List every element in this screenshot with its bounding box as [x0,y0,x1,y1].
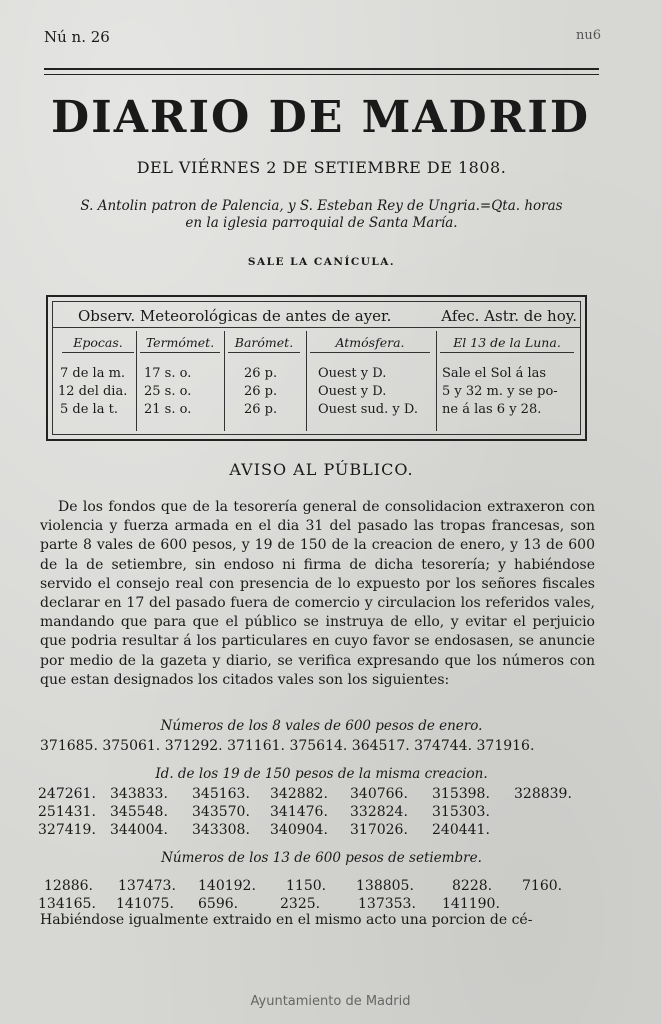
vale-number: 6596. [198,896,239,912]
vale-number: 7160. [522,878,563,894]
vale-number: 247261. [38,786,96,802]
closing-line: Habiéndose igualmente extraido en el mismo acto una porcion de cé- [40,912,533,928]
vale-number: 374744. [414,738,473,754]
vale-number: 342882. [270,786,328,802]
vale-number: 315303. [432,804,490,820]
vale-number: 134165. [38,896,96,912]
weather-observations-box [46,295,587,441]
section3-heading: Números de los 13 de 600 pesos de setiembre. [161,850,482,866]
weather-col-divider [224,331,225,431]
vale-number: 340766. [350,786,408,802]
row3-epoca: 5 de la t. [60,402,118,417]
aviso-body [40,498,595,690]
section1-heading: Números de los 8 vales de 600 pesos de enero. [160,718,483,734]
row2-epoca: 12 del dia. [58,384,128,399]
vale-number: 8228. [452,878,493,894]
section2-row [38,786,572,802]
saints-line-1: S. Antolin patron de Palencia, y S. Esteban Rey de Ungria.=Qta. horas [80,198,563,214]
col-header-termometro: Termómet. [140,335,220,353]
vale-number: 315398. [432,786,490,802]
weather-header-left: Observ. Meteorológicas de antes de ayer. [78,307,392,325]
vale-number: 344004. [110,822,168,838]
weather-col-divider [136,331,137,431]
vale-number: 345163. [192,786,250,802]
vale-number: 332824. [350,804,408,820]
aviso-paragraph: De los fondos que de la tesorería general de consolidacion extraxeron con violencia y fuerza armada en el dia 31 del pasado las tropas francesas, son parte 8 vales de 600 pesos, y 19 de 150 de la creacion de enero, y 13 de 600 de la de setiembre, sin endoso ni firma de dicha tesorería; y habiéndose servido el consejo real con presencia de lo expuesto por los señores fiscales declarar en 17 del pasado fuera de comercio y circulacion los referidos vales, mandando que para que el público se instruya de ello, y evitar el perjuicio que podria resultar á los particulares en cuyo favor se endosasen, se anuncie por medio de la gazeta y diario, se verifica expresando que los números con que estan designados los citados vales son los siguientes: [40,499,595,688]
col-header-atmosfera: Atmósfera. [310,335,430,353]
section2-row [38,822,514,838]
vale-number: 375061. [102,738,161,754]
row1-epoca: 7 de la m. [60,366,126,381]
vale-number: 341476. [270,804,328,820]
vale-number: 371916. [476,738,535,754]
vale-number: 340904. [270,822,328,838]
row2-termometro: 25 s. o. [144,384,192,399]
row1-atmosfera: Ouest y D. [318,366,387,381]
col-header-luna: El 13 de la Luna. [440,335,574,353]
row3-atmosfera: Ouest sud. y D. [318,402,418,417]
col-header-barometro: Barómet. [228,335,300,353]
canicula-notice: SALE LA CANÍCULA. [247,256,396,268]
issue-number: Nú n. 26 [44,28,110,46]
vale-number: 328839. [514,786,572,802]
vale-number: 345548. [110,804,168,820]
vale-number: 371685. [40,738,98,754]
section2-row [38,804,514,820]
saints-of-the-day [44,198,599,232]
weather-col-divider [306,331,307,431]
weather-col-divider [436,331,437,431]
col-header-epocas: Epocas. [62,335,134,353]
vale-number: 141190. [442,896,500,912]
vale-number: 141075. [116,896,174,912]
aviso-title: AVISO AL PÚBLICO. [229,460,414,479]
date-line: DEL VIÉRNES 2 DE SETIEMBRE DE 1808. [136,158,507,177]
row1-termometro: 17 s. o. [144,366,192,381]
vale-number: 364517. [351,738,410,754]
luna-line-1: Sale el Sol á las [442,366,547,381]
corner-mark: nu6 [576,28,602,43]
row2-barometro: 26 p. [244,384,278,399]
weather-header-right: Afec. Astr. de hoy. [441,307,577,325]
archive-credit: Ayuntamiento de Madrid [250,994,411,1009]
luna-line-3: ne á las 6 y 28. [442,402,542,417]
weather-header-divider [52,327,581,328]
vale-number: 137353. [358,896,416,912]
vale-number: 343308. [192,822,250,838]
section1-row [40,738,534,754]
vale-number: 371161. [227,738,285,754]
row3-termometro: 21 s. o. [144,402,192,417]
row2-atmosfera: Ouest y D. [318,384,387,399]
vale-number: 343570. [192,804,250,820]
vale-number: 1150. [286,878,327,894]
top-rule [44,68,599,70]
vale-number: 343833. [110,786,168,802]
vale-number: 2325. [280,896,321,912]
vale-number: 251431. [38,804,96,820]
vale-number: 375614. [289,738,348,754]
vale-number: 371292. [164,738,223,754]
section3-row [44,878,562,894]
section2-heading: Id. de los 19 de 150 pesos de la misma creacion. [155,766,488,782]
section3-row [38,896,500,912]
vale-number: 138805. [356,878,414,894]
vale-number: 140192. [198,878,256,894]
top-rule-thin [44,74,599,75]
vale-number: 12886. [44,878,93,894]
luna-line-2: 5 y 32 m. y se po- [442,384,558,399]
row1-barometro: 26 p. [244,366,278,381]
vale-number: 327419. [38,822,96,838]
masthead-title: DIARIO DE MADRID [51,92,590,143]
vale-number: 137473. [118,878,176,894]
vale-number: 240441. [432,822,490,838]
row3-barometro: 26 p. [244,402,278,417]
saints-line-2: en la iglesia parroquial de Santa María. [185,215,458,231]
vale-number: 317026. [350,822,408,838]
